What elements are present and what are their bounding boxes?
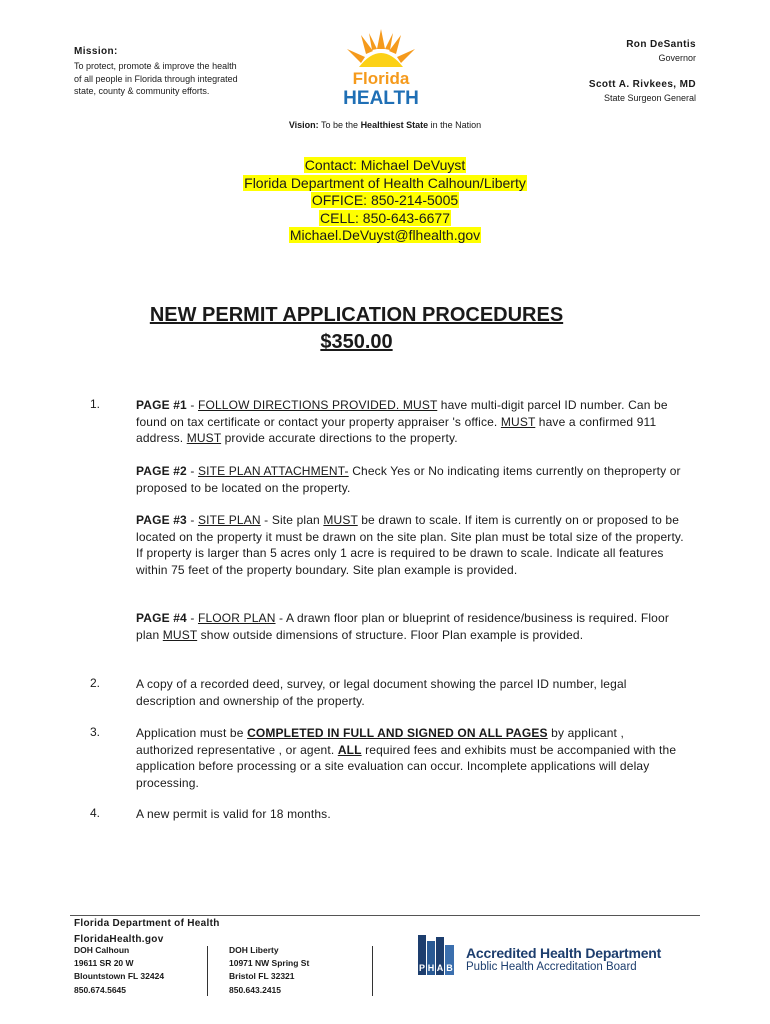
dash: - bbox=[186, 611, 198, 625]
logo-text-health: HEALTH bbox=[343, 88, 419, 109]
dash: - bbox=[186, 398, 198, 412]
florida-health-logo bbox=[341, 27, 421, 109]
vision-statement bbox=[0, 120, 770, 130]
phab-logo-icon bbox=[418, 935, 454, 975]
calhoun-line: Blountstown FL 32424 bbox=[74, 971, 165, 982]
underlined-text: MUST bbox=[500, 414, 536, 429]
item-1-page-3 bbox=[136, 512, 684, 578]
contact-office-phone: OFFICE: 850-214-5005 bbox=[311, 192, 459, 209]
item-number-3: 3. bbox=[90, 725, 101, 739]
phab-letter: B bbox=[446, 963, 453, 973]
surgeon-general-title: State Surgeon General bbox=[603, 93, 696, 103]
underlined-text: SITE PLAN bbox=[197, 513, 261, 527]
liberty-line: 850.643.2415 bbox=[229, 984, 281, 995]
bold-underlined-text: COMPLETED IN FULL AND SIGNED ON ALL PAGES bbox=[247, 726, 548, 740]
title-fee: $350.00 bbox=[320, 331, 393, 353]
phab-letter: H bbox=[427, 963, 435, 973]
item-3-text bbox=[136, 725, 684, 791]
underlined-text: MUST bbox=[323, 513, 358, 527]
contact-email[interactable]: Michael.DeVuyst@flhealth.gov bbox=[289, 227, 481, 244]
calhoun-line: 850.674.5645 bbox=[74, 984, 126, 995]
contact-block bbox=[0, 157, 770, 245]
governor-title: Governor bbox=[658, 53, 696, 63]
item-1-page-4 bbox=[136, 610, 684, 643]
logo-text-florida: Florida bbox=[352, 69, 410, 88]
footer-liberty-address bbox=[229, 944, 309, 997]
text: be drawn to scale. If item is currently on or proposed to be located on the property it must be drawn on the site plan. Site plan must be total size of the property. If property is larger than 5 acres only 1 acre is required to be drawn to scale. Indicate all features within 75 feet of the property boundary. Site plan example is provided. bbox=[136, 513, 684, 577]
contact-cell-phone: CELL: 850-643-6677 bbox=[320, 209, 450, 226]
page-label: PAGE #3 bbox=[136, 513, 187, 527]
text: show outside dimensions of structure. Floor Plan example is provided. bbox=[197, 627, 584, 642]
text: by applicant , authorized representative , or agent. bbox=[136, 726, 624, 757]
mission-title: Mission: bbox=[74, 46, 118, 57]
text: Application must be bbox=[136, 726, 248, 740]
phab-letter: P bbox=[418, 963, 425, 973]
mission-text: To protect, promote & improve the health of all people in Florida through integrated state, county & community efforts. bbox=[74, 61, 238, 96]
calhoun-line: DOH Calhoun bbox=[74, 945, 130, 955]
governor-name: Ron DeSantis bbox=[626, 39, 696, 50]
surgeon-general-name: Scott A. Rivkees, MD bbox=[588, 79, 696, 90]
text: required fees and exhibits must be accompanied with the application before processing or a site evaluation can occur. Incomplete applications will delay processing. bbox=[136, 742, 677, 790]
page-label: PAGE #4 bbox=[136, 611, 187, 625]
public-health-accreditation-board: Public Health Accreditation Board bbox=[466, 961, 637, 973]
vision-label: Vision: bbox=[288, 120, 319, 130]
item-2-text: A copy of a recorded deed, survey, or legal document showing the parcel ID number, legal description and ownership of the property. bbox=[136, 677, 627, 708]
footer-calhoun-address bbox=[74, 944, 164, 997]
dash: - bbox=[186, 464, 198, 478]
item-number-2: 2. bbox=[90, 676, 101, 690]
underlined-text: MUST bbox=[162, 627, 198, 642]
document-title bbox=[0, 302, 713, 356]
text: provide accurate directions to the property. bbox=[221, 431, 458, 446]
underlined-text: SITE PLAN ATTACHMENT- bbox=[197, 464, 349, 478]
accredited-health-department: Accredited Health Department bbox=[466, 945, 662, 961]
bold-underlined-text: ALL bbox=[337, 742, 362, 757]
item-1-page-2 bbox=[136, 463, 684, 496]
vision-post: in the Nation bbox=[430, 120, 482, 130]
item-number-4: 4. bbox=[90, 806, 101, 820]
footer-website[interactable]: FloridaHealth.gov bbox=[74, 934, 164, 945]
vision-pre: To be the bbox=[321, 120, 359, 130]
footer-column-divider bbox=[372, 946, 373, 996]
contact-department: Florida Department of Health Calhoun/Liberty bbox=[244, 174, 526, 191]
vision-bold: Healthiest State bbox=[360, 120, 429, 130]
underlined-text: MUST bbox=[186, 431, 222, 446]
phab-letter: A bbox=[436, 963, 444, 973]
contact-name: Contact: Michael DeVuyst bbox=[304, 157, 466, 173]
footer-divider-line bbox=[70, 915, 700, 916]
title-line: NEW PERMIT APPLICATION PROCEDURES bbox=[149, 304, 564, 326]
liberty-line: DOH Liberty bbox=[229, 945, 279, 955]
footer-column-divider bbox=[207, 946, 208, 996]
page-label: PAGE #2 bbox=[136, 464, 187, 478]
item-4-text: A new permit is valid for 18 months. bbox=[136, 807, 331, 821]
text: Check Yes or No indicating items currently on theproperty or proposed to be located on the property. bbox=[136, 464, 681, 495]
dash: - bbox=[186, 513, 198, 527]
item-1-page-1 bbox=[136, 397, 684, 447]
sun-logo-icon bbox=[341, 27, 421, 109]
underlined-text: FLOOR PLAN bbox=[197, 611, 276, 625]
item-number-1: 1. bbox=[90, 397, 101, 411]
footer-org-name: Florida Department of Health bbox=[74, 918, 220, 929]
calhoun-line: 19611 SR 20 W bbox=[74, 958, 134, 969]
liberty-line: 10971 NW Spring St bbox=[229, 958, 310, 969]
text: - A drawn floor plan or blueprint of residence/business is required. Floor plan bbox=[136, 611, 669, 642]
text: - Site plan bbox=[260, 513, 324, 527]
text: have multi-digit parcel ID number. Can be found on tax certificate or contact your property appraiser 's office. bbox=[136, 398, 668, 429]
page-label: PAGE #1 bbox=[136, 398, 187, 412]
text: have a confirmed 911 address. bbox=[136, 414, 657, 446]
liberty-line: Bristol FL 32321 bbox=[229, 971, 295, 982]
underlined-text: FOLLOW DIRECTIONS PROVIDED. MUST bbox=[197, 398, 438, 412]
